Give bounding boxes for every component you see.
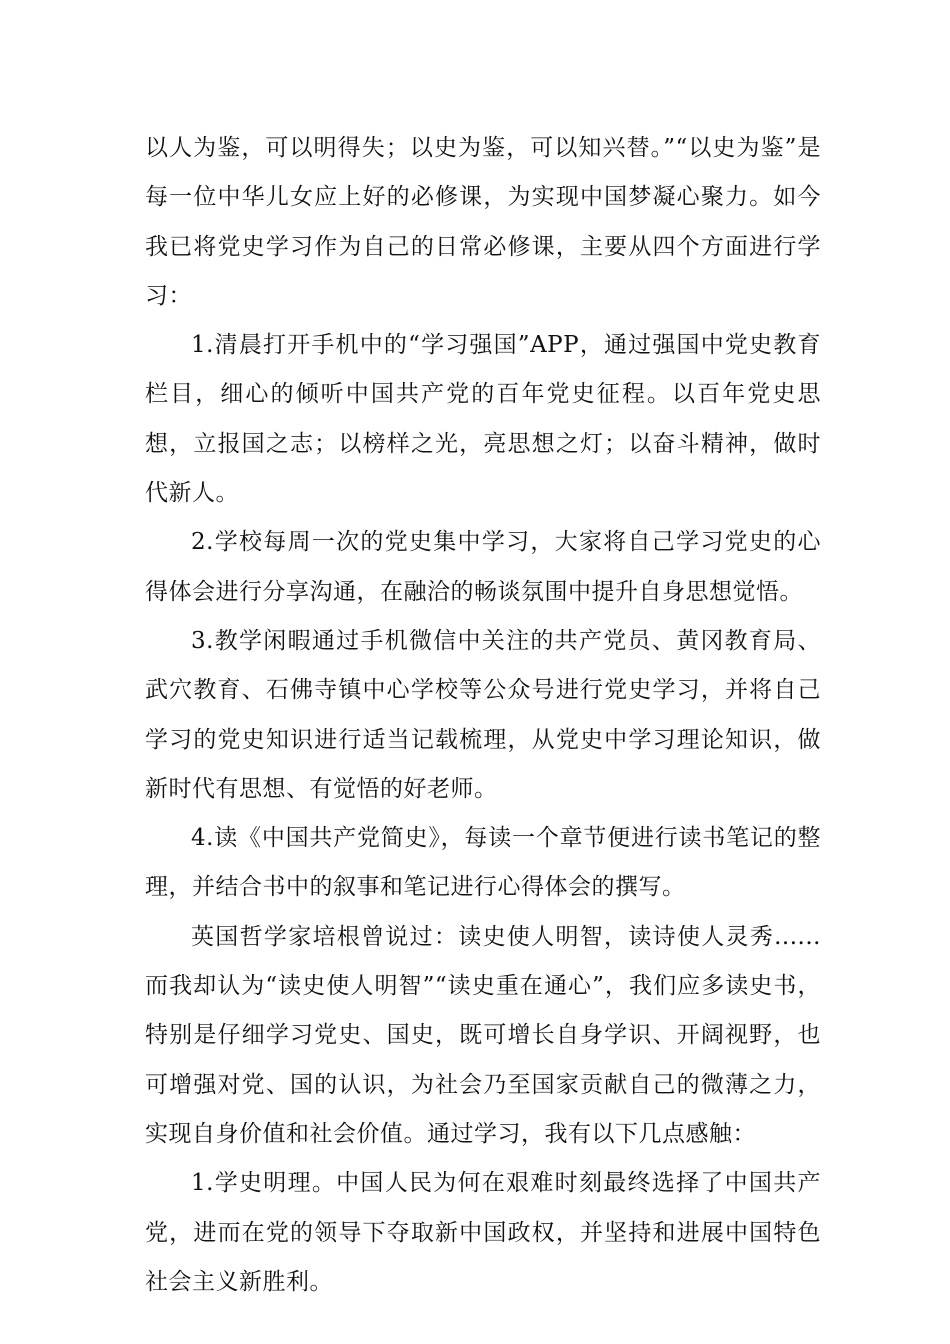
paragraph-bacon-quote: 英国哲学家培根曾说过：读史使人明智，读诗使人灵秀......而我却认为“读史使人明智”“读史重在通心”，我们应多读史书，特别是仔细学习党史、国史，既可增长自身学识、开阔视野，也可增强对党、国的认识，为社会乃至国家贡献自己的微薄之力，实现自身价值和社会价值。通过学习，我有以下几点感触： — [145, 923, 821, 1147]
document-body — [145, 124, 821, 1307]
paragraph-insight-1: 1.学史明理。中国人民为何在艰难时刻最终选择了中国共产党，进而在党的领导下夺取新中国政权，并坚持和进展中国特色社会主义新胜利。 — [145, 1170, 821, 1295]
paragraph-item-2: 2.学校每周一次的党史集中学习，大家将自己学习党史的心得体会进行分享沟通，在融洽的畅谈氛围中提升自身思想觉悟。 — [145, 529, 821, 605]
paragraph-intro-continued: 以人为鉴，可以明得失；以史为鉴，可以知兴替。”“以史为鉴”是每一位中华儿女应上好的必修课，为实现中国梦凝心聚力。如今我已将党史学习作为自己的日常必修课，主要从四个方面进行学习： — [145, 135, 821, 309]
paragraph-item-4: 4.读《中国共产党简史》，每读一个章节便进行读书笔记的整理，并结合书中的叙事和笔记进行心得体会的撰写。 — [145, 825, 821, 901]
paragraph-item-3: 3.教学闲暇通过手机微信中关注的共产党员、黄冈教育局、武穴教育、石佛寺镇中心学校等公众号进行党史学习，并将自己学习的党史知识进行适当记载梳理，从党史中学习理论知识，做新时代有思想、有觉悟的好老师。 — [145, 627, 821, 802]
paragraph-item-1: 1.清晨打开手机中的“学习强国”APP，通过强国中党史教育栏目，细心的倾听中国共产党的百年党史征程。以百年党史思想，立报国之志；以榜样之光，亮思想之灯；以奋斗精神，做时代新人。 — [145, 332, 821, 507]
